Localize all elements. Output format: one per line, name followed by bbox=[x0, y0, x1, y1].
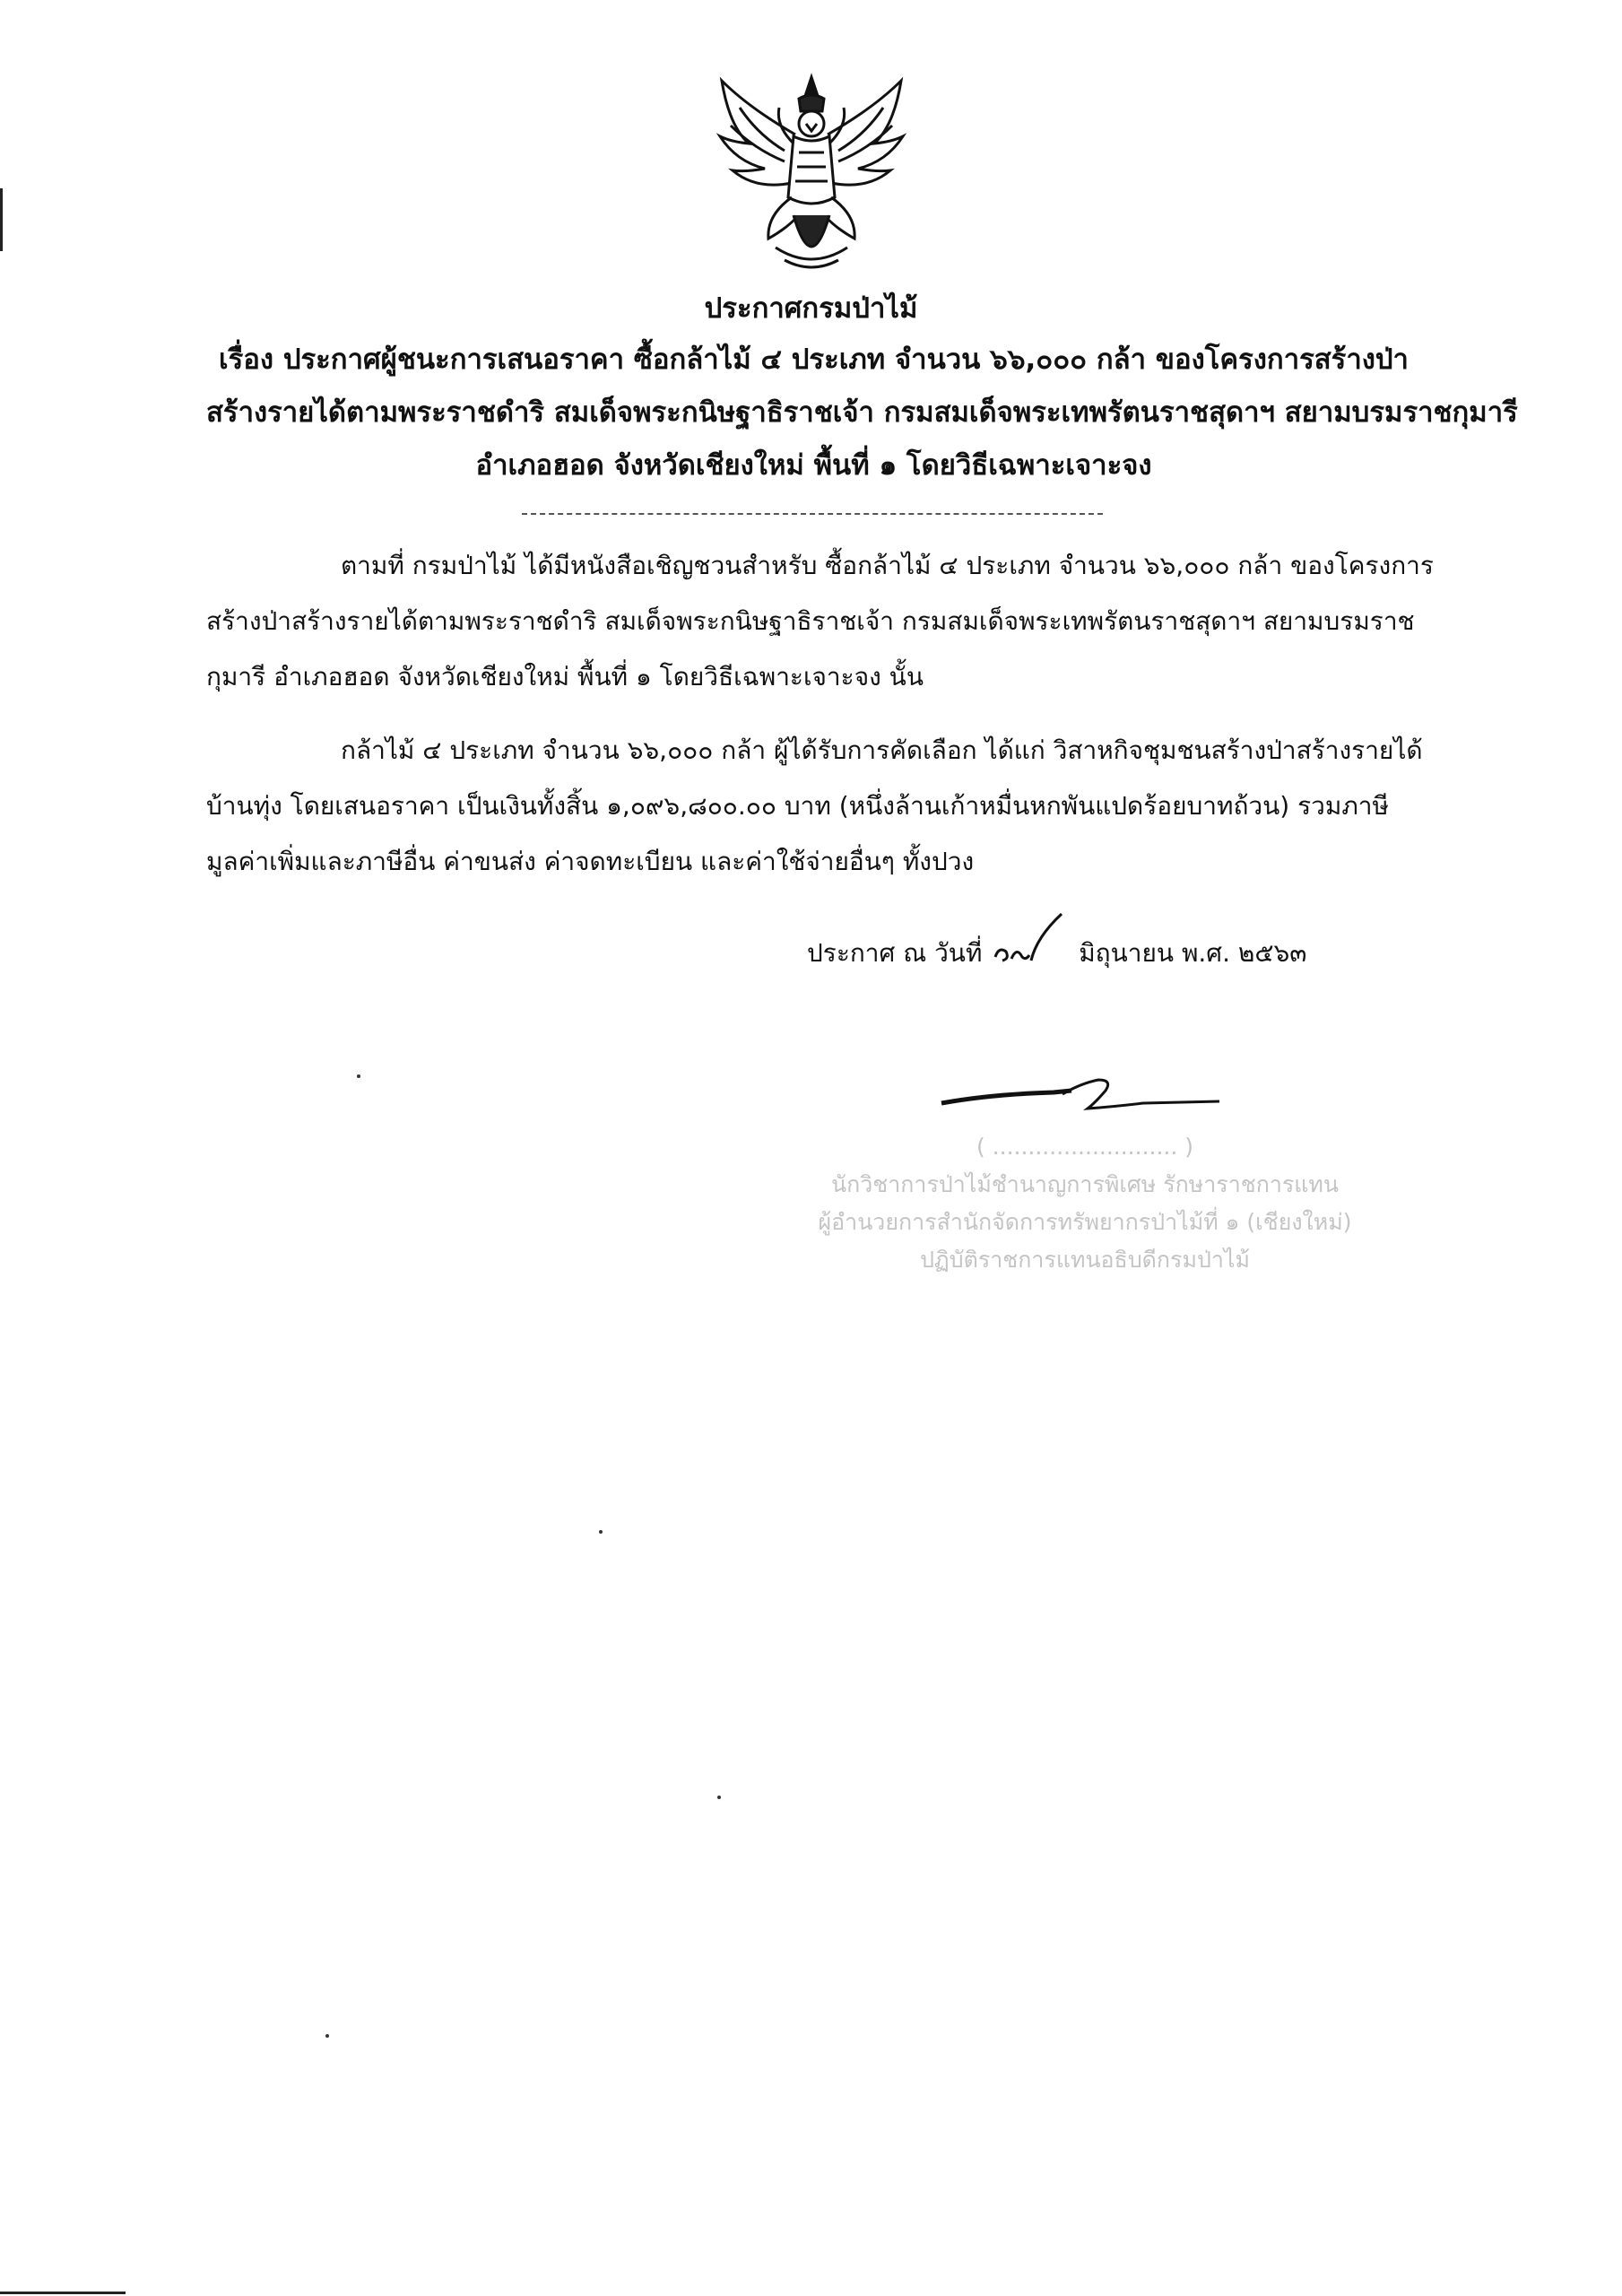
date-month-year: มิถุนายน พ.ศ. ๒๕๖๓ bbox=[1079, 938, 1307, 968]
announcement-title: ประกาศกรมป่าไม้ bbox=[704, 292, 918, 325]
paragraph-line: บ้านทุ่ง โดยเสนอราคา เป็นเงินทั้งสิ้น ๑,๐๙๖,๘๐๐.๐๐ บาท (หนึ่งล้านเก้าหมื่นหกพันแปดร้อยบาทถ้วน) รวมภาษี bbox=[206, 791, 1389, 821]
paragraph-line: มูลค่าเพิ่มและภาษีอื่น ค่าขนส่ง ค่าจดทะเบียน และค่าใช้จ่ายอื่นๆ ทั้งปวง bbox=[206, 847, 975, 876]
signer-position: นักวิชาการป่าไม้ชำนาญการพิเศษ รักษาราชการแทน bbox=[831, 1171, 1339, 1197]
paragraph-line: สร้างป่าสร้างรายได้ตามพระราชดำริ สมเด็จพระกนิษฐาธิราชเจ้า กรมสมเด็จพระเทพรัตนราชสุดาฯ สยามบรมราช bbox=[206, 606, 1415, 636]
signer-office: ผู้อำนวยการสำนักจัดการทรัพยากรป่าไม้ที่ ๑ (เชียงใหม่) bbox=[818, 1209, 1352, 1235]
handwritten-day bbox=[990, 919, 1071, 973]
signer-name: ( .......................... ) bbox=[976, 1134, 1194, 1160]
scan-edge-mark bbox=[0, 2292, 126, 2294]
subject-line: อำเภอฮอด จังหวัดเชียงใหม่ พื้นที่ ๑ โดยวิธีเฉพาะเจาะจง bbox=[475, 449, 1152, 482]
scan-speck bbox=[717, 1796, 721, 1799]
body-paragraph-winner bbox=[206, 723, 1426, 890]
body-paragraph-invitation bbox=[206, 538, 1434, 705]
paragraph-line: กล้าไม้ ๔ ประเภท จำนวน ๖๖,๐๐๐ กล้า ผู้ได้รับการคัดเลือก ได้แก่ วิสาหกิจชุมชนสร้างป่าสร้างรายได้ bbox=[341, 735, 1423, 765]
signer-block bbox=[789, 1128, 1381, 1279]
announcement-date bbox=[807, 919, 1306, 973]
signer-acting: ปฏิบัติราชการแทนอธิบดีกรมป่าไม้ bbox=[920, 1247, 1250, 1273]
date-prefix: ประกาศ ณ วันที่ bbox=[807, 938, 983, 968]
subject-line: เรื่อง ประกาศผู้ชนะการเสนอราคา ซื้อกล้าไม้ ๔ ประเภท จำนวน ๖๖,๐๐๐ กล้า ของโครงการสร้างป่า bbox=[219, 344, 1409, 376]
paragraph-line: ตามที่ กรมป่าไม้ ได้มีหนังสือเชิญชวนสำหรับ ซื้อกล้าไม้ ๔ ประเภท จำนวน ๖๖,๐๐๐ กล้า ของโครงการ bbox=[341, 551, 1434, 580]
scan-speck bbox=[599, 1530, 603, 1534]
handwritten-day-icon bbox=[990, 910, 1071, 973]
scan-speck bbox=[325, 2034, 329, 2038]
subject-line: สร้างรายได้ตามพระราชดำริ สมเด็จพระกนิษฐาธิราชเจ้า กรมสมเด็จพระเทพรัตนราชสุดาฯ สยามบรมราชกุมารี bbox=[206, 396, 1518, 429]
dashed-divider bbox=[522, 513, 1103, 515]
scan-speck bbox=[357, 1074, 360, 1078]
subject-block bbox=[206, 334, 1518, 492]
garuda-emblem-icon bbox=[713, 72, 910, 278]
paragraph-line: กุมารี อำเภอฮอด จังหวัดเชียงใหม่ พื้นที่ ๑ โดยวิธีเฉพาะเจาะจง นั้น bbox=[206, 662, 924, 691]
signature-icon bbox=[937, 1067, 1224, 1130]
scan-edge-mark bbox=[0, 188, 3, 251]
